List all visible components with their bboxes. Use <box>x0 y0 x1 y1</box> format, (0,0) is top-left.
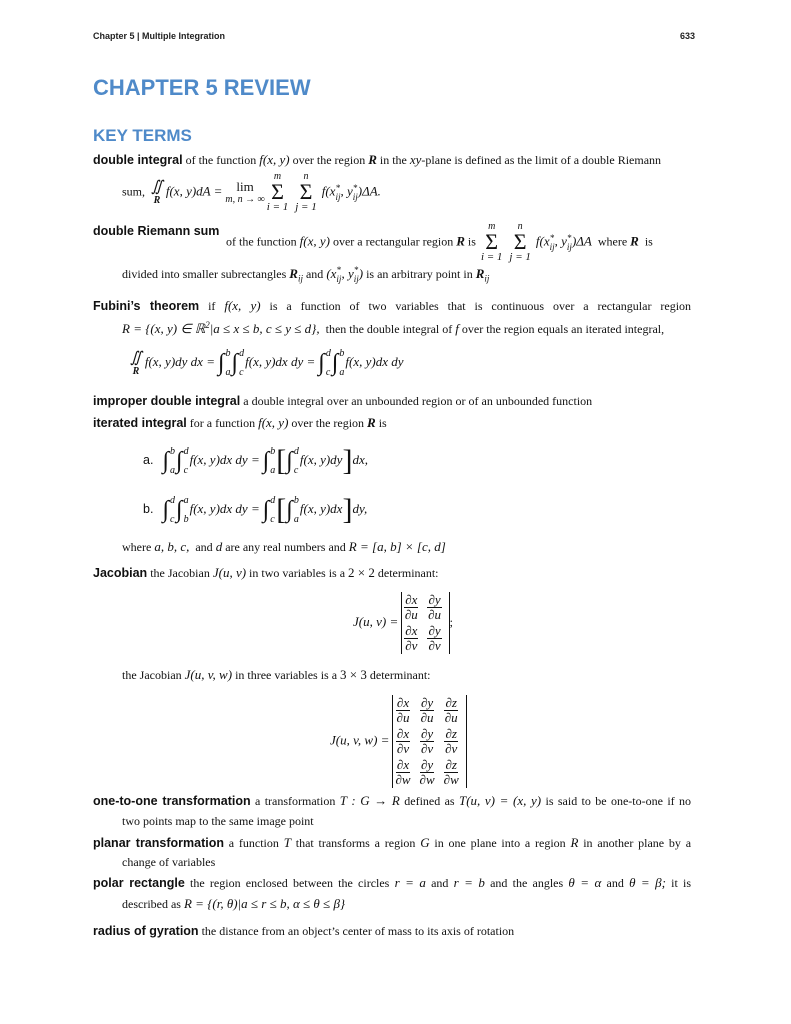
math: f(x, y)dx dy <box>345 353 404 369</box>
chapter-title: CHAPTER 5 REVIEW <box>93 75 311 100</box>
integral-symbol: ∫ b a <box>262 446 276 476</box>
text: that transforms a region <box>295 836 416 850</box>
math: f(x, y)dA = <box>165 183 223 199</box>
text: a function <box>228 836 279 850</box>
term-iterated-integral <box>93 413 387 433</box>
text: the Jacobian <box>150 566 210 580</box>
term-name: Jacobian <box>93 566 148 580</box>
math: ) <box>358 266 364 281</box>
math: R <box>630 233 639 249</box>
limit: lim m, n → ∞ <box>225 179 265 205</box>
bracket: [ <box>276 493 287 526</box>
term-name: double Riemann sum <box>93 224 220 238</box>
riemann-definition <box>226 222 653 263</box>
text: the region enclosed between the circles <box>190 876 390 890</box>
iterated-where <box>122 537 446 557</box>
text: two points map to the same image point <box>122 814 314 828</box>
text: described as <box>122 897 181 911</box>
math: R <box>367 415 376 430</box>
math: G <box>420 835 430 850</box>
sup-sub: * ij <box>335 182 341 202</box>
math: R <box>475 266 485 281</box>
integral-symbol: ∫ a b <box>176 495 189 525</box>
integral-symbol: ∫ b a <box>331 348 345 378</box>
list-label: b. <box>143 501 154 516</box>
text: where <box>122 540 152 554</box>
text: over the region equals an iterated integral, <box>461 322 665 336</box>
math: J(u, v, w) <box>184 667 233 682</box>
math: xy <box>409 152 422 167</box>
integral-symbol: ∫ d c <box>262 495 276 525</box>
text: if <box>208 299 216 313</box>
term-name: improper double integral <box>93 394 241 408</box>
text: -plane is defined as the limit of a double Riemann <box>421 153 662 167</box>
math: f(x <box>321 183 336 199</box>
fubini-region: R = {(x, y) ∈ ℝ$^2$|a ≤ x ≤ b, c ≤ y ≤ d}, then the double integral of f over the region equals an iterated integral, <box>122 320 665 336</box>
bracket: [ <box>276 444 287 477</box>
text: in another plane by a <box>583 836 692 850</box>
bracket: ] <box>342 444 353 477</box>
math: a, b, c, <box>154 539 190 554</box>
math: R <box>289 266 298 281</box>
jacobian-2x2 <box>353 592 453 654</box>
text: divided into smaller subrectangles <box>122 267 287 281</box>
sup-sub: * ij <box>353 265 359 285</box>
text: of the function <box>185 153 257 167</box>
math: R <box>456 233 465 249</box>
text: in one plane into a region <box>434 836 566 850</box>
section-heading: KEY TERMS <box>93 126 192 145</box>
iterated-formula-b <box>143 495 367 525</box>
sup-sub: * ij <box>352 182 358 202</box>
text: over the region <box>292 153 366 167</box>
text: and <box>606 876 624 890</box>
text: and the angles <box>490 876 564 890</box>
text: is <box>378 416 387 430</box>
integral-symbol: ∫ d c <box>176 446 189 476</box>
math: f(x, y)dy <box>299 451 343 467</box>
text: is a function of two variables that is continuous over a rectangular region <box>269 299 692 313</box>
math: f(x, y)dx <box>299 500 343 516</box>
text: determinant: <box>369 668 431 682</box>
math: f(x, y)dx dy = <box>189 500 260 516</box>
integral-symbol: ∫ b a <box>162 446 176 476</box>
bracket: ] <box>342 493 353 526</box>
text: the Jacobian <box>122 668 182 682</box>
determinant-2x2: $\frac{\partial x}{\partial u}$ $\frac{\partial y}{\partial u}$ $\frac{\partial x}{\partial v}$ $\frac{\partial y}{\partial v}$ <box>401 592 449 654</box>
sup-sub: * ij <box>549 232 555 252</box>
term-radius-of-gyration <box>93 921 514 941</box>
math: (x <box>326 266 337 281</box>
math: J(u, v) = <box>353 613 399 629</box>
math: f(x, y)dx dy = <box>189 451 260 467</box>
term-one-to-one <box>93 791 691 811</box>
math: f(x, y) <box>259 152 290 167</box>
text: in the <box>379 153 407 167</box>
math: J(u, v, w) = <box>330 732 390 748</box>
math: R = {(x, y) ∈ ℝ <box>122 321 206 336</box>
math: , y <box>554 233 567 249</box>
text: ; <box>449 614 453 629</box>
sup-sub: * ij <box>336 265 342 285</box>
planar-cont <box>122 852 215 872</box>
sum-symbol: m Σ i = 1 <box>266 171 289 213</box>
text: for a function <box>189 416 256 430</box>
math: 2 × 2 <box>348 565 375 580</box>
text: is <box>467 234 476 249</box>
term-name: polar rectangle <box>93 876 185 890</box>
term-fubini <box>93 296 691 316</box>
math: R = {(r, θ)|a ≤ r ≤ b, α ≤ θ ≤ β} <box>183 896 346 911</box>
text: is an arbitrary point in <box>366 267 473 281</box>
term-improper-double-integral <box>93 391 592 411</box>
text: in two variables is a <box>249 566 346 580</box>
text: in three variables is a <box>235 668 338 682</box>
text: where <box>597 234 628 249</box>
term-jacobian <box>93 563 439 583</box>
fubini-formula <box>130 348 404 378</box>
integral-symbol: ∫ d c <box>318 348 331 378</box>
math: f <box>455 321 459 336</box>
math: T <box>283 835 291 850</box>
term-planar-transformation <box>93 833 691 853</box>
math: R <box>368 152 377 167</box>
math: dx, <box>352 451 368 467</box>
term-name: planar transformation <box>93 836 224 850</box>
math: , y <box>341 266 354 281</box>
term-name: iterated integral <box>93 416 187 430</box>
term-name: double integral <box>93 153 183 167</box>
integral-symbol: ∫ d c <box>162 495 176 525</box>
sum-symbol: n Σ j = 1 <box>509 221 531 263</box>
math: r = b <box>453 875 485 890</box>
term-name: one-to-one transformation <box>93 794 251 808</box>
jacobian-3x3 <box>330 695 467 788</box>
text: the distance from an object’s center of mass to its axis of rotation <box>201 924 515 938</box>
sup-sub: * ij <box>566 232 572 252</box>
text: then the double integral of <box>325 322 453 336</box>
math: 3 × 3 <box>340 667 367 682</box>
text: determinant: <box>377 566 439 580</box>
math: d <box>215 539 223 554</box>
text: sum, <box>122 184 146 199</box>
math: r = a <box>394 875 426 890</box>
double-integral-formula <box>122 172 381 213</box>
term-double-riemann-sum <box>93 221 219 241</box>
math: f(x, y) <box>258 415 289 430</box>
page-number: 633 <box>680 31 696 41</box>
text: are any real numbers and <box>225 540 346 554</box>
math: θ = α <box>568 875 602 890</box>
math: T : G → R <box>339 793 400 808</box>
term-polar-rectangle <box>93 873 691 893</box>
text: of the function <box>226 234 297 249</box>
math: , y <box>340 183 353 199</box>
text: is said to be one-to-one if no <box>545 794 692 808</box>
text: a double integral over an unbounded region or of an unbounded function <box>243 394 593 408</box>
math: f(x <box>535 233 550 249</box>
term-double-integral <box>93 150 661 170</box>
text: and <box>431 876 449 890</box>
term-name: radius of gyration <box>93 924 199 938</box>
text: and <box>305 267 324 281</box>
math: f(x, y) <box>224 298 261 313</box>
text: it is <box>671 876 692 890</box>
math: |a ≤ x ≤ b, c ≤ y ≤ d}, <box>209 321 320 336</box>
sum-symbol: m Σ i = 1 <box>480 221 503 263</box>
math: dy, <box>352 500 368 516</box>
integral-symbol: ∫ b a <box>217 348 231 378</box>
iterated-formula-a <box>143 446 368 476</box>
math: f(x, y)dy dx = <box>144 353 215 369</box>
text: and <box>195 540 213 554</box>
integral-symbol: ∫ d c <box>286 446 299 476</box>
text: over the region <box>291 416 365 430</box>
term-name: Fubini’s theorem <box>93 299 200 313</box>
text: change of variables <box>122 855 216 869</box>
text: is <box>644 234 653 249</box>
determinant-3x3: $\frac{\partial x}{\partial u}$ $\frac{\partial y}{\partial u}$ $\frac{\partial z}{\partial u}$ $\frac{\partial x}{\partial v}$ $\frac{\partial y}{\partial v}$ $\frac{\partial z}{\partial v}$ $\frac{\partial x}{\partial w}$ $\frac{\partial y}{\partial w}$ $\frac{\partial z}{\partial w}$ <box>392 695 466 788</box>
math: R = [a, b] × [c, d] <box>348 539 446 554</box>
running-header-chapter: Chapter 5 | Multiple Integration <box>93 31 226 41</box>
math: f(x, y)dx dy = <box>245 353 316 369</box>
text: a transformation <box>255 794 336 808</box>
one-to-one-cont <box>122 811 314 831</box>
riemann-continuation: divided into smaller subrectangles $R_{ij}$ and (x * ij , y * ij ) is an arbitrary point in $R_{ij}$ <box>122 265 490 285</box>
double-integral-symbol: ∬ R <box>151 179 163 206</box>
sum-symbol: n Σ j = 1 <box>295 171 317 213</box>
integral-symbol: ∫ d c <box>231 348 245 378</box>
math: )ΔA <box>571 233 592 249</box>
jacobian-three-variables <box>122 665 431 685</box>
integral-symbol: ∫ b a <box>286 495 299 525</box>
text: over a rectangular region <box>332 234 454 249</box>
polar-cont <box>122 894 345 914</box>
math: f(x, y) <box>299 233 330 249</box>
math: R <box>570 835 579 850</box>
list-label: a. <box>143 452 154 467</box>
text: defined as <box>404 794 455 808</box>
math: )ΔA. <box>357 183 381 199</box>
math: T(u, v) = (x, y) <box>458 793 542 808</box>
math: θ = β; <box>629 875 666 890</box>
math: J(u, v) <box>212 565 247 580</box>
double-integral-symbol: ∬ R <box>130 349 142 377</box>
